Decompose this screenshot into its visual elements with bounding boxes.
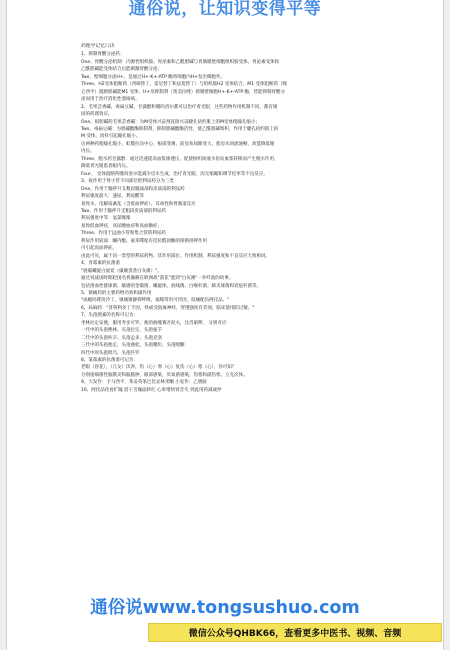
document-line: Three、作用于远曲小管和集合管的利尿药 xyxy=(81,231,166,237)
document-line: 仑西平）阻断胆碱能M1 受体，H+泵抑制剂（奥美拉唑）抑制壁细胞H+-K+-ATP 酶，皆能抑制胃酸分 xyxy=(81,89,285,95)
document-line: 乙酰胆碱能受体结合后能刺激胃酸分泌； xyxy=(81,67,162,73)
document-line: Four、 受体阻断药噻吗洛尔能减少房水生成，治疗青光眼，而无缩瞳和调节痉挛等不良反应。 xyxy=(81,171,268,177)
url-watermark[interactable]: 通俗说www.tongsushuo.com xyxy=(90,598,360,618)
document-line: 内压。 xyxy=(81,149,95,155)
document-line: 利尿作用较弱：螺内酯、氨苯喋啶有拮抗醛固酮的保钠排钾作用 xyxy=(81,238,207,244)
document-line: 包括溶血性链球菌、敏感的金葡菌、螺旋体、放线菌、白喉杆菌、肺炎球菌和炭疽杆菌等。 xyxy=(81,283,261,289)
document-line: 可引起高血钾症。 xyxy=(81,246,117,252)
document-line: M 受体，同样引起瞳孔缩小。 xyxy=(81,134,141,140)
document-line: 四代中的头孢吡乌、头孢匹罗 xyxy=(81,350,140,356)
document-line: Two、毒扁豆碱：为胆碱酯酶抑制剂，抑制胆碱酯酶活性，使乙酰胆碱堆积，作用于睫孔括约肌上的 xyxy=(81,126,279,132)
document-line: 老眼（昏花），（儿女）厌养，伤（心）寒（心）复伤（心）寒（心），你可知？ xyxy=(81,365,237,371)
document-line: 利尿强度中等：氢氯噻嗪 xyxy=(81,216,131,222)
document-line: 这两种药使瞳孔缩小，虹膜拉向中心，根部变薄，前房角间隙变大，使房水回流通畅，故能降低眼 xyxy=(81,141,275,147)
document-line: 4、青霉素的抗菌谱 xyxy=(81,261,120,267)
document-line: 7、头孢菌素的名称可记为： xyxy=(81,313,138,319)
top-watermark: 通俗说，让知识变得平等 xyxy=(128,0,322,19)
document-line: 易致低血钾症，高尿酸血症和高血糖症； xyxy=(81,223,162,229)
document-line: Two、壁细胞分泌H+，是通过H+-K+-ATP 酶将细胞内H+泵出细胞外。 xyxy=(81,74,225,80)
document-line: Three、H2受体阻断药（西咪替丁、雷尼替丁和法莫替丁）与组织胺H2 受体结合，M1 受体阻断药（哌 xyxy=(81,82,287,88)
document-line: 1、抑制胃酸分泌药： xyxy=(81,52,125,58)
left-edge-strip xyxy=(0,0,7,650)
document-line: 通过说战国时期赵国名将廉颇在欧洲战"落花"逃到"白灰滩"一举歼敌的故事。 xyxy=(81,276,234,282)
document-line: One、胃酸分泌机制：内源性组织胺、胃泌素和乙酰胆碱与胃肠膜壁细胞组织胺受体、胃泌素受体和 xyxy=(81,59,280,65)
document-body xyxy=(81,43,436,394)
document-line: 同的药理效应。 xyxy=(81,112,113,118)
wechat-banner xyxy=(148,623,442,642)
document-line: 降低青光眼患者眼内压。 xyxy=(81,164,131,170)
document-line: One、作用于髓袢升支粗段髓质部和皮质部的利尿药 xyxy=(81,186,185,192)
banner-text: 微信公众号QHBK66，查看更多中医书、视频、音频 xyxy=(188,629,402,639)
document-line: 6、局麻药："普鲁利多丁卡因，铁或受阻麻神经，穿透强度有差别，临床使用防过敏。" xyxy=(81,305,255,311)
document-line: 10、阿托品化看扩瞳 唇干舌燥面转红 心率增快肾音失 到此用药减或停 xyxy=(81,387,222,393)
document-line: 3、按作用于肾小管不同部位把利尿药分为三类 xyxy=(81,179,174,185)
right-edge-strip xyxy=(443,0,450,650)
document-line: 由此可见，属于同一类型的利尿药物，其作用部位、作用机制、利尿强度和不良反应大致相同。 xyxy=(81,253,270,259)
document-line: 分别指细菌性脑膜炎和脑脓肿，眼部感染，厌氧菌感染，伤寒和副伤寒、立克次体。 xyxy=(81,372,248,378)
document-title: 药理学记忆口诀 xyxy=(81,44,115,49)
document-line: Two、作用于髓袢升支粗段皮质部的利尿药 xyxy=(81,208,166,214)
document-line: 5、镇痛药的主要药物功效和副作用 xyxy=(81,290,152,296)
document-line: 三代中的头孢他定，头孢曲松、头孢噻肟、头孢哌酮 xyxy=(81,343,185,349)
document-line: 9、大发作：卡马西平，苯妥英苯巴比妥林米酮 小发作：乙琥胺 xyxy=(81,380,207,386)
document-line: 坐林拉定安便，服用寿多可罗。他的曲噻赛吾泥夫，比肖硝啰。 分别对应： xyxy=(81,320,231,326)
document-line: 利尿强度最大：速尿、利尿酸等 xyxy=(81,194,144,200)
document-lines xyxy=(81,51,436,394)
document-line: 泌而用于治疗消化性溃疡病。 xyxy=(81,97,140,103)
document-line: One、拟胆碱药毛果芸香碱：为M受体兴奋剂直接兴奋睫孔括约肌上的M受体使瞳孔缩小； xyxy=(81,119,260,125)
document-line: 易致水、电解质紊乱（含低血钾症）、耳毒性和胃肠道反应 xyxy=(81,201,196,207)
document-line: 一代中的头孢唑林、头孢拉定，头孢氨苄 xyxy=(81,328,162,334)
document-line: 8、氯霉素的抗菌谱可记为： xyxy=(81,358,138,364)
document-line: "成瘾吗啡度冷丁，镇痛镇静抑呼吸，福喘常用可待因，纹痛配伍阿托品。" xyxy=(81,298,230,304)
document-line: Three、脱水药甘露醇：通过迅速提高血浆渗透压，促使组织间液水份向血浆转移而产生脱水作用， xyxy=(81,156,279,162)
document-line: 二代中的头孢呋辛、头孢孟多，头孢克洛 xyxy=(81,335,162,341)
document-line: 2、毛果芸香碱、毒扁豆碱、甘露醇和噻吗洛尔都可以治疗青光眼，这些药物作用机制不同，都有相 xyxy=(81,104,278,110)
document-line: "链葡螺旋白鼠炭（廉颇蒸煮白灰滩）"。 xyxy=(81,268,162,274)
